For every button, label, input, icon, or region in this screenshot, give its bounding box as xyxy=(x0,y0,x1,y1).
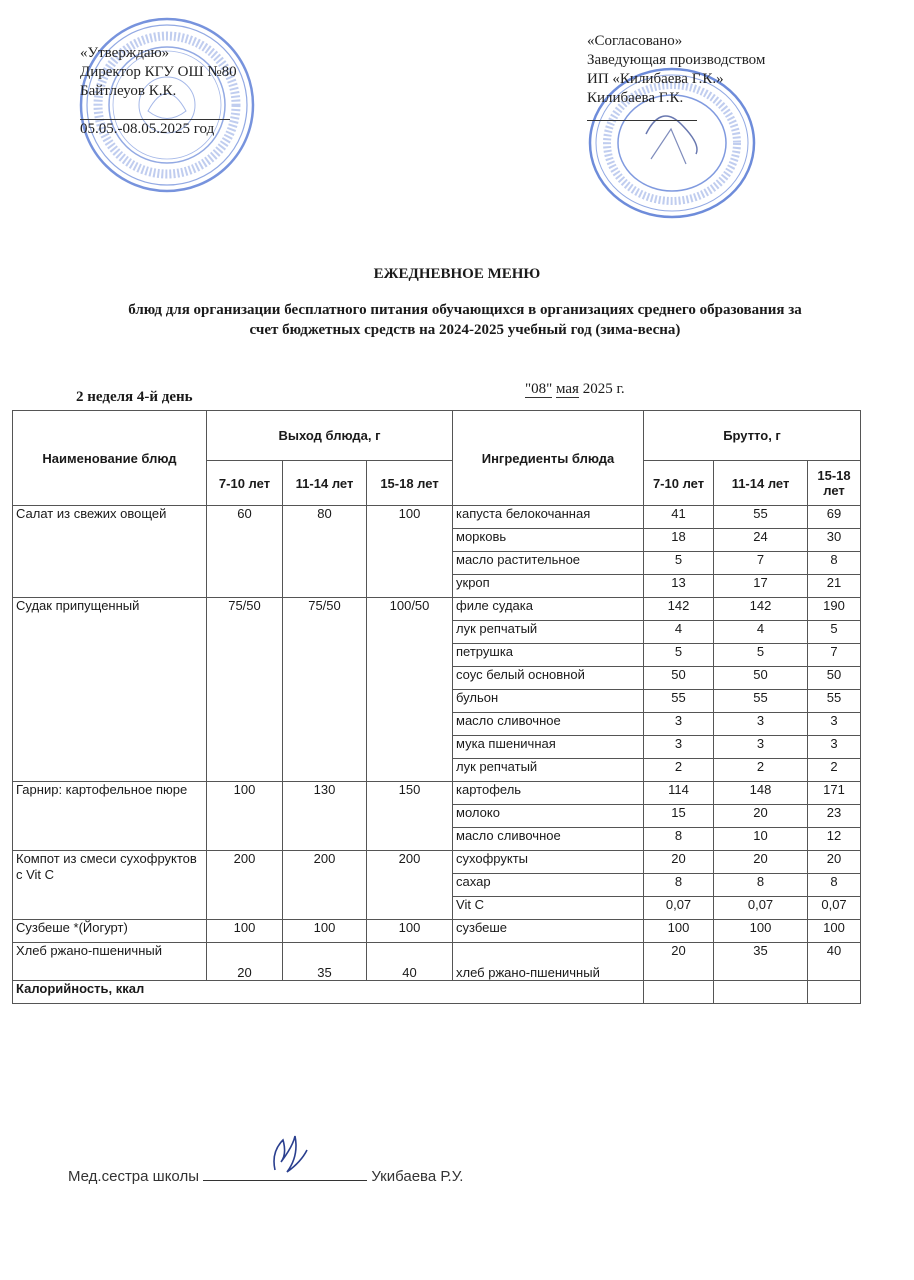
header-age: 7-10 лет xyxy=(644,461,714,506)
brutto-value: 3 xyxy=(808,736,861,759)
ingredient-name: Vit C xyxy=(453,897,644,920)
brutto-value: 23 xyxy=(808,805,861,828)
dish-name: Судак припущенный xyxy=(13,598,207,782)
header-yield: Выход блюда, г xyxy=(207,411,453,461)
ingredient-name: укроп xyxy=(453,575,644,598)
agree-block xyxy=(587,32,765,121)
brutto-value: 114 xyxy=(644,782,714,805)
page-subtitle: блюд для организации бесплатного питания обучающихся в организациях среднего образования за счет бюджетных средств на 2024-2025 учебный год (зима-весна) xyxy=(128,302,802,338)
ingredient-name: капуста белокочанная xyxy=(453,506,644,529)
brutto-value: 13 xyxy=(644,575,714,598)
brutto-value: 4 xyxy=(714,621,808,644)
ingredient-name: картофель xyxy=(453,782,644,805)
dish-yield: 150 xyxy=(367,782,453,851)
brutto-value: 15 xyxy=(644,805,714,828)
page-title: ЕЖЕДНЕВНОЕ МЕНЮ xyxy=(373,266,541,282)
ingredient-name: масло сливочное xyxy=(453,713,644,736)
table-row xyxy=(13,506,861,529)
approve-signature-line xyxy=(80,101,230,120)
header-age: 11-14 лет xyxy=(714,461,808,506)
brutto-value: 50 xyxy=(808,667,861,690)
brutto-value: 8 xyxy=(644,828,714,851)
dish-yield: 40 xyxy=(367,943,453,981)
brutto-value: 7 xyxy=(808,644,861,667)
agree-signature-line xyxy=(587,108,697,121)
dish-name: Салат из свежих овощей xyxy=(13,506,207,598)
dish-yield: 60 xyxy=(207,506,283,598)
brutto-value: 4 xyxy=(644,621,714,644)
dish-yield: 100 xyxy=(367,920,453,943)
signature-name: Укибаева Р.У. xyxy=(371,1168,464,1185)
calories-row xyxy=(13,981,861,1004)
brutto-value: 100 xyxy=(644,920,714,943)
brutto-value: 20 xyxy=(808,851,861,874)
dish-yield: 20 xyxy=(207,943,283,981)
brutto-value: 2 xyxy=(808,759,861,782)
brutto-value: 17 xyxy=(714,575,808,598)
header-age: 11-14 лет xyxy=(283,461,367,506)
brutto-value: 2 xyxy=(714,759,808,782)
brutto-value: 148 xyxy=(714,782,808,805)
dish-name: Хлеб ржано-пшеничный xyxy=(13,943,207,981)
brutto-value: 3 xyxy=(808,713,861,736)
signature-block xyxy=(68,1166,463,1185)
brutto-value: 50 xyxy=(644,667,714,690)
ingredient-name: лук репчатый xyxy=(453,621,644,644)
ingredient-name: сухофрукты xyxy=(453,851,644,874)
brutto-value: 2 xyxy=(644,759,714,782)
dish-yield: 75/50 xyxy=(283,598,367,782)
date-day: "08" xyxy=(525,381,553,397)
brutto-value: 5 xyxy=(644,552,714,575)
calories-label: Калорийность, ккал xyxy=(13,981,644,1004)
ingredient-name: сахар xyxy=(453,874,644,897)
brutto-value: 7 xyxy=(714,552,808,575)
ingredient-name: бульон xyxy=(453,690,644,713)
brutto-value: 8 xyxy=(808,552,861,575)
header-age: 15-18 лет xyxy=(808,461,861,506)
dish-yield: 35 xyxy=(283,943,367,981)
table-row xyxy=(13,851,861,874)
brutto-value: 5 xyxy=(644,644,714,667)
agree-line-2: Заведующая производством xyxy=(587,52,766,68)
ingredient-name: мука пшеничная xyxy=(453,736,644,759)
brutto-value: 8 xyxy=(714,874,808,897)
dish-yield: 200 xyxy=(367,851,453,920)
brutto-value: 3 xyxy=(714,713,808,736)
brutto-value: 5 xyxy=(714,644,808,667)
dish-name: Гарнир: картофельное пюре xyxy=(13,782,207,851)
brutto-value: 3 xyxy=(644,736,714,759)
dish-yield: 200 xyxy=(283,851,367,920)
table-row xyxy=(13,943,861,981)
header-ingredients: Ингредиенты блюда xyxy=(453,411,644,506)
ingredient-name: соус белый основной xyxy=(453,667,644,690)
brutto-value: 100 xyxy=(808,920,861,943)
dish-yield: 75/50 xyxy=(207,598,283,782)
header-brutto: Брутто, г xyxy=(644,411,861,461)
signature-line xyxy=(203,1166,367,1181)
brutto-value: 40 xyxy=(808,943,861,981)
dish-name: Компот из смеси сухофруктов с Vit C xyxy=(13,851,207,920)
week-day: 2 неделя 4-й день xyxy=(76,389,193,405)
table-row xyxy=(13,782,861,805)
brutto-value: 20 xyxy=(714,851,808,874)
agree-line-1: «Согласовано» xyxy=(587,33,683,49)
ingredient-name: морковь xyxy=(453,529,644,552)
brutto-value: 24 xyxy=(714,529,808,552)
brutto-value: 8 xyxy=(644,874,714,897)
header-age: 7-10 лет xyxy=(207,461,283,506)
brutto-value: 8 xyxy=(808,874,861,897)
dish-yield: 130 xyxy=(283,782,367,851)
approve-dates: 05.05.-08.05.2025 год xyxy=(80,121,215,137)
brutto-value: 3 xyxy=(714,736,808,759)
menu-date xyxy=(525,381,625,398)
approve-line-2: Директор КГУ ОШ №80 xyxy=(80,64,237,80)
brutto-value: 142 xyxy=(644,598,714,621)
calories-value xyxy=(644,981,714,1004)
dish-yield: 80 xyxy=(283,506,367,598)
dish-yield: 100 xyxy=(207,920,283,943)
brutto-value: 55 xyxy=(714,690,808,713)
ingredient-name: молоко xyxy=(453,805,644,828)
ingredient-name: масло сливочное xyxy=(453,828,644,851)
brutto-value: 20 xyxy=(644,943,714,981)
dish-name: Сузбеше *(Йогурт) xyxy=(13,920,207,943)
brutto-value: 18 xyxy=(644,529,714,552)
brutto-value: 12 xyxy=(808,828,861,851)
menu-body xyxy=(13,506,861,1004)
header-dish: Наименование блюд xyxy=(13,411,207,506)
calories-value xyxy=(808,981,861,1004)
approve-line-1: «Утверждаю» xyxy=(80,45,170,61)
date-year: 2025 г. xyxy=(582,381,625,397)
brutto-value: 41 xyxy=(644,506,714,529)
approve-block xyxy=(80,44,237,139)
ingredient-name: сузбеше xyxy=(453,920,644,943)
brutto-value: 55 xyxy=(714,506,808,529)
brutto-value: 0,07 xyxy=(644,897,714,920)
table-row xyxy=(13,598,861,621)
brutto-value: 171 xyxy=(808,782,861,805)
dish-yield: 100/50 xyxy=(367,598,453,782)
header-age: 15-18 лет xyxy=(367,461,453,506)
ingredient-name: филе судака xyxy=(453,598,644,621)
dish-yield: 100 xyxy=(283,920,367,943)
dish-yield: 200 xyxy=(207,851,283,920)
calories-value xyxy=(714,981,808,1004)
menu-table xyxy=(12,410,861,1004)
brutto-value: 190 xyxy=(808,598,861,621)
brutto-value: 10 xyxy=(714,828,808,851)
brutto-value: 5 xyxy=(808,621,861,644)
ingredient-name: петрушка xyxy=(453,644,644,667)
brutto-value: 3 xyxy=(644,713,714,736)
brutto-value: 100 xyxy=(714,920,808,943)
dish-yield: 100 xyxy=(207,782,283,851)
brutto-value: 20 xyxy=(714,805,808,828)
brutto-value: 30 xyxy=(808,529,861,552)
brutto-value: 0,07 xyxy=(808,897,861,920)
ingredient-name: хлеб ржано-пшеничный xyxy=(453,943,644,981)
date-month: мая xyxy=(556,381,579,397)
brutto-value: 55 xyxy=(808,690,861,713)
agree-line-4: Килибаева Г.К. xyxy=(587,90,684,106)
dish-yield: 100 xyxy=(367,506,453,598)
brutto-value: 21 xyxy=(808,575,861,598)
brutto-value: 69 xyxy=(808,506,861,529)
table-row xyxy=(13,920,861,943)
brutto-value: 55 xyxy=(644,690,714,713)
approve-line-3: Байтлеуов К.К. xyxy=(80,83,177,99)
brutto-value: 20 xyxy=(644,851,714,874)
ingredient-name: лук репчатый xyxy=(453,759,644,782)
brutto-value: 0,07 xyxy=(714,897,808,920)
brutto-value: 50 xyxy=(714,667,808,690)
signature-role: Мед.сестра школы xyxy=(68,1168,199,1185)
ingredient-name: масло растительное xyxy=(453,552,644,575)
agree-line-3: ИП «Килибаева Г.К.» xyxy=(587,71,724,87)
handwritten-signature xyxy=(265,1132,315,1180)
brutto-value: 35 xyxy=(714,943,808,981)
brutto-value: 142 xyxy=(714,598,808,621)
